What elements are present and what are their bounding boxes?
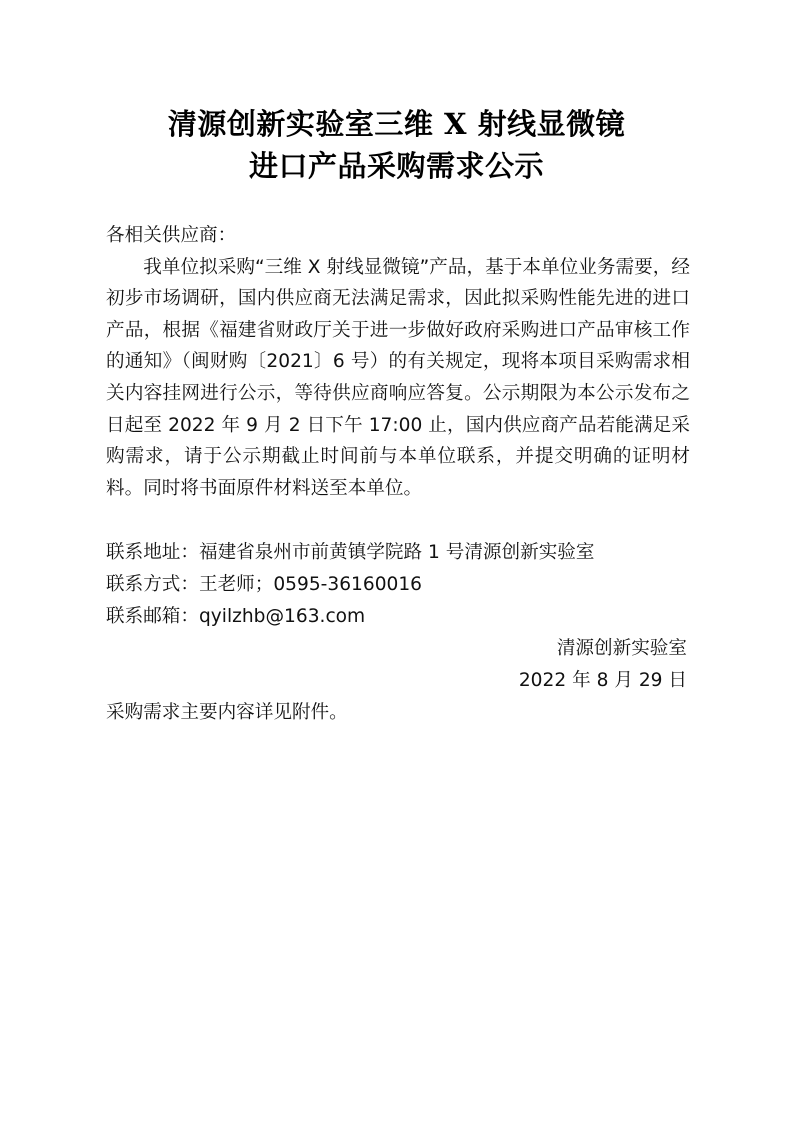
signature-block (519, 633, 687, 697)
signature-org: 清源创新实验室 (556, 638, 687, 659)
document-title-line-2: 进口产品采购需求公示 (248, 149, 544, 183)
body-paragraph: 我单位拟采购“三维 X 射线显微镜”产品，基于本单位业务需要，经初步市场调研，国内供应商无法满足需求，因此拟采购性能先进的进口产品，根据《福建省财政厅关于进一步做好政府采购进口产品审核工作的通知》（闽财购〔2021〕6 号）的有关规定，现将本项目采购需求相关内容挂网进行公示，等待供应商响应答复。公示期限为本公示发布之日起至 2022 年 9 月 2 日下午 17:00 止，国内供应商产品若能满足采购需求，请于公示期截止时间前与本单位联系，并提交明确的证明材料。同时将书面原件材料送至本单位。 (106, 256, 690, 499)
salutation: 各相关供应商： (106, 225, 237, 246)
document-title-line-1: 清源创新实验室三维 X 射线显微镜 (167, 107, 626, 141)
attachment-note: 采购需求主要内容详见附件。 (106, 702, 348, 723)
document-content (106, 220, 690, 504)
contact-block (106, 537, 690, 633)
signature-date: 2022 年 8 月 29 日 (518, 670, 687, 691)
contact-address: 联系地址：福建省泉州市前黄镇学院路 1 号清源创新实验室 (106, 542, 595, 563)
contact-email: 联系邮箱：qyilzhb@163.com (106, 606, 366, 627)
contact-phone: 联系方式：王老师；0595-36160016 (106, 574, 423, 595)
